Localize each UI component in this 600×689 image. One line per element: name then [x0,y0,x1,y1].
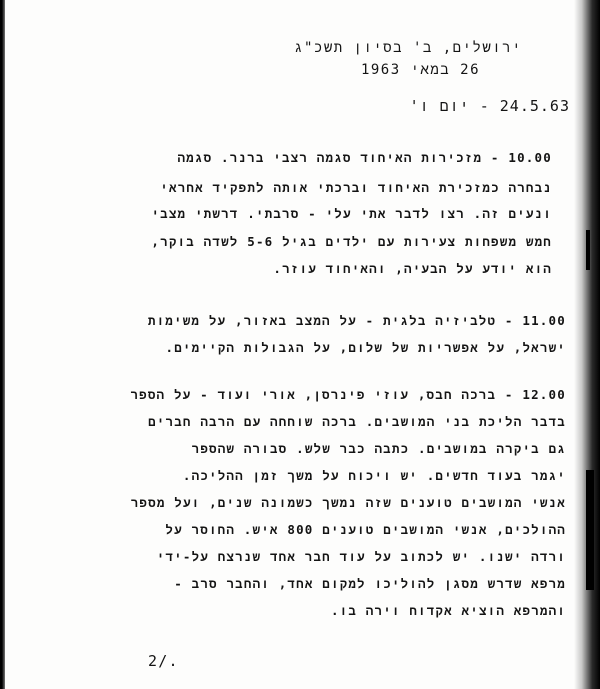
entry-line: חמש משפחות צעירות עם ילדים בגיל 5-6 לשדה בוקר, [151,234,552,249]
header-gregorian-date: 26 במאי 1963 [360,62,480,78]
entry-line: הוא יודע על הבעיה, והאיחוד עוזר. [273,261,552,276]
entry-line: מרפא שדרש מסגן להוליכו למקום אחד, והחבר סרב - [174,576,566,591]
entry-line: ישראל, על אפשריות של שלום, על הגבולות הקיימים. [165,340,566,355]
entry-line: והמרפא הוציא אקדוח וירה בו. [330,603,566,618]
entry-line: בדבר הליכת בני המושבים. ברכה שוחחה עם הרבה חברים [148,414,566,429]
entry-line: יגמר בעוד חדשים. יש ויכוח על משך זמן ההליכה. [182,468,566,483]
scan-edge-left [0,0,5,689]
entry-line: ורדה ישנו. יש לכתוב על עוד חבר אחד שנרצח על-ידי [156,549,566,564]
page-number: 2/. [148,652,179,670]
entry-line: 11.00 - טלביזיה בלגית - על המצב באזור, על משימות [147,313,566,328]
entry-line: גם ביקרה במושבים. כתבה כבר שלש. סבורה שהספר [191,441,566,456]
entry-line: ההולכים, אנשי המושבים טוענים 800 איש. החוסר על [165,522,566,537]
day-heading: 24.5.63 - יום ו' [409,97,570,115]
header-hebrew-date: ירושלים, ב' בסיון תשכ"ג [294,40,522,56]
entry-line: 12.00 - ברכה חבס, עוזי פינרסן, אורי ועוד - על הספר [130,387,566,402]
entry-line: אנשי המושבים טוענים שזה נמשך כשמונה שנים, ועל מספר [130,495,566,510]
entry-line: ונעים זה. רצו לדבר אתי עלי - סרבתי. דרשתי מצבי [151,206,552,221]
entry-line: 10.00 - מזכירות האיחוד סגמה רצבי ברנר. סגמה [177,150,552,165]
scan-speck [586,230,590,270]
entry-line: נבחרה כמזכירת האיחוד וברכתי אותה לתפקיד אחראי [160,180,552,195]
scan-speck [586,470,594,590]
